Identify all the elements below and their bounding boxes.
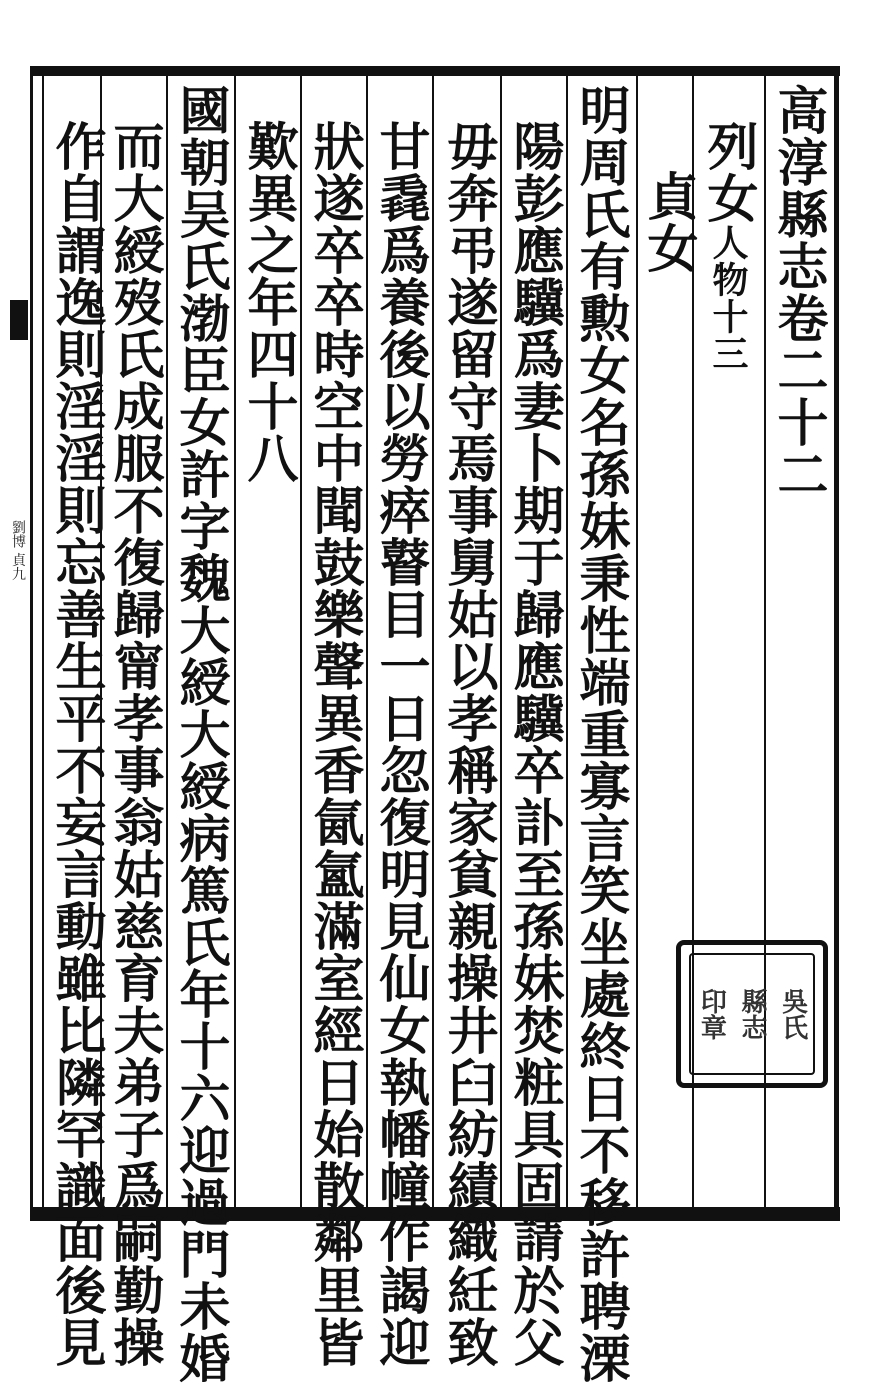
book-title: 高淳縣志卷二十二 [768, 84, 828, 500]
seal-inner-frame [689, 953, 815, 1075]
left-border-rule [30, 66, 33, 1218]
column-separator [42, 76, 44, 1207]
column-separator [566, 76, 568, 1207]
body-column-5: 狀遂卒卒時空中聞鼓樂聲異香氤氳滿室經日始散鄰里皆 [304, 120, 364, 1368]
column-separator [500, 76, 502, 1207]
column-separator [300, 76, 302, 1207]
category-sub: 人物十三 [707, 224, 749, 372]
right-border-rule [834, 66, 839, 1218]
fold-margin-text: 劉博 貞九 [10, 520, 26, 581]
column-separator [234, 76, 236, 1207]
body-column-3: 毋奔弔遂留守焉事舅姑以孝稱家貧親操井臼紡績織紝致 [438, 120, 498, 1368]
category-heading [700, 120, 756, 372]
binding-ink-mark [10, 300, 28, 340]
column-separator [432, 76, 434, 1207]
collector-seal-stamp [676, 940, 828, 1088]
body-column-6: 歎異之年四十八 [238, 120, 298, 484]
body-column-8: 而大綬歿氏成服不復歸甯孝事翁姑慈育夫弟子爲嗣勤操 [104, 120, 164, 1368]
body-column-2: 陽彭應驥爲妻卜期于歸應驥卒訃至孫妹焚粧具固請於父 [504, 120, 564, 1368]
body-column-7: 國朝吴氏渤臣女許字魏大綬大綬病篤氏年十六迎過門未婚 [170, 84, 230, 1384]
body-column-9: 作自謂逸則淫淫則忘善生平不妄言動雖比隣罕識面後見 [46, 120, 106, 1368]
seal-text: 縣志 [736, 988, 767, 1040]
column-separator [366, 76, 368, 1207]
seal-text: 印章 [696, 988, 727, 1040]
body-column-4: 甘毳爲養後以勞瘁瞽目一日忽復明見仙女執幡幢作謁迎 [370, 120, 430, 1368]
top-border-rule [32, 66, 840, 76]
column-separator [166, 76, 168, 1207]
seal-text: 吳氏 [777, 988, 808, 1040]
body-column-1: 明周氏有勲女名孫妹秉性端重寡言笑坐處終日不移許聘溧 [570, 84, 630, 1384]
category-main: 列女 [698, 120, 758, 224]
section-heading: 貞女 [638, 170, 698, 274]
